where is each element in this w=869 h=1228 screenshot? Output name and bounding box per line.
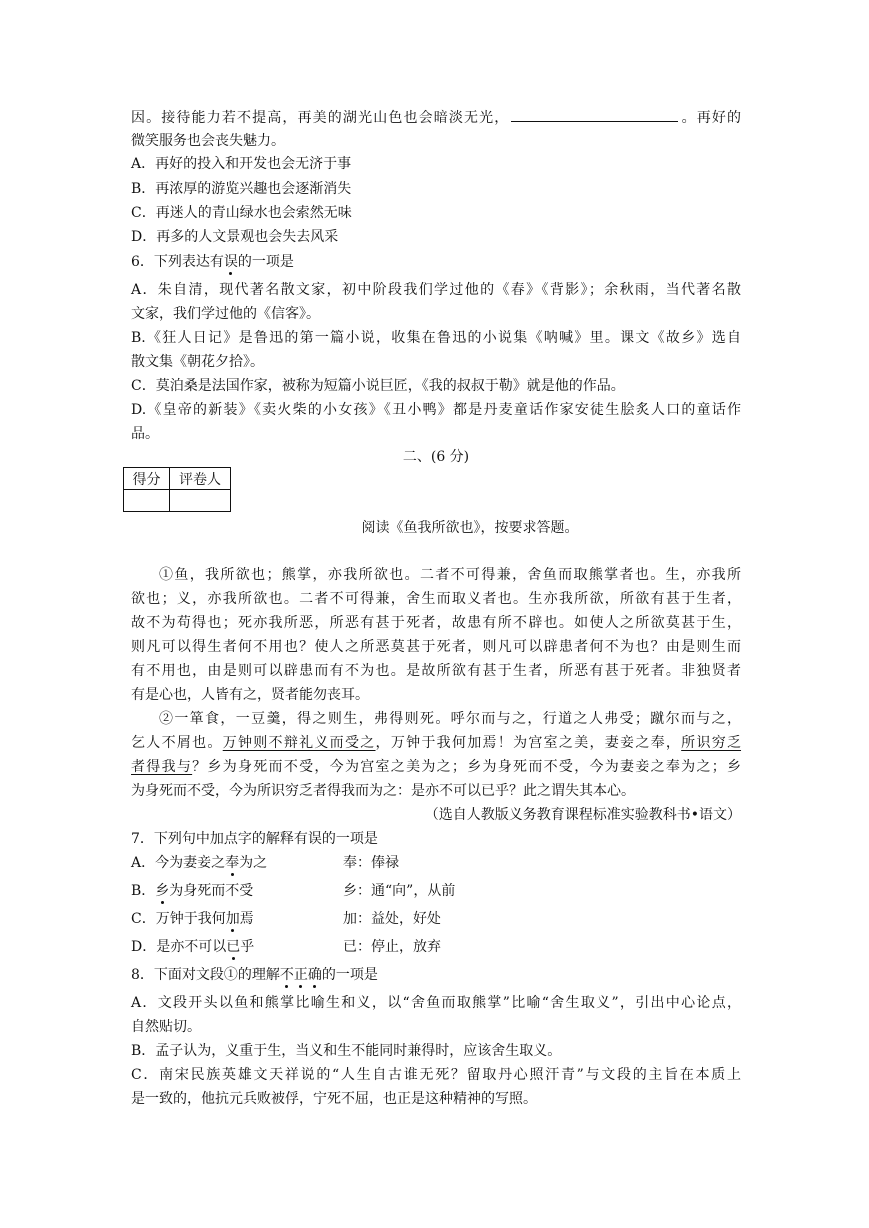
q6-option-c: C．莫泊桑是法国作家，被称为短篇小说巨匠，《我的叔叔于勒》就是他的作品。 — [131, 378, 625, 394]
passage-source: （选自人教版义务教育课程标准实验教科书•语文） — [424, 807, 741, 823]
q6-stem-post: 的一项是 — [237, 254, 294, 270]
grader-header: 评卷人 — [170, 468, 231, 490]
q8-option-a-line2: 自然贴切。 — [131, 1019, 201, 1035]
q5-option-d: D．再多的人文景观也会失去风采 — [131, 229, 339, 245]
q5-line2: 微笑服务也会丧失魅力。 — [131, 133, 285, 149]
q6-option-b-line1: B.《狂人日记》是鲁迅的第一篇小说，收集在鲁迅的小说集《呐喊》里。课文《故乡》选自 — [131, 330, 741, 346]
q6-option-a-line1: A．朱自清，现代著名散文家，初中阶段我们学过他的《春》《背影》；余秋雨，当代著名散 — [131, 282, 741, 298]
q7-stem: 7．下列句中加点字的解释有误的一项是 — [131, 831, 378, 847]
passage-p2-text: 乞人不屑也。 — [131, 735, 223, 751]
passage-p1-line1: ①鱼，我所欲也；熊掌，亦我所欲也。二者不可得兼，舍鱼而取熊掌者也。生，亦我所 — [159, 567, 741, 583]
q7-option-a — [131, 854, 267, 872]
passage-p1-line6: 有是心也，人皆有之，贤者能勿丧耳。 — [131, 687, 369, 703]
answer-blank[interactable] — [511, 108, 678, 122]
q7-b-emphasis: 乡 — [155, 883, 170, 899]
passage-p1-line2: 欲也；义，亦我所欲也。二者不可得兼，舍生而取义者也。生亦我所欲，所欲有甚于生者， — [131, 591, 741, 607]
q7-a-text: A．今为妻妾之 — [131, 855, 226, 871]
q7-b-label: B． — [131, 883, 156, 899]
q7-option-d-explanation: 已：停止，放弃 — [343, 939, 441, 955]
q7-option-b-explanation: 乡：通“向”，从前 — [343, 883, 456, 899]
q8-emphasis-char: 正 — [293, 967, 308, 983]
score-header: 得分 — [124, 468, 170, 490]
q6-stem-pre: 6．下列表达有 — [131, 254, 224, 270]
q6-option-d-line1: D.《皇帝的新装》《卖火柴的小女孩》《丑小鸭》都是丹麦童话作家安徒生脍炙人口的童话作 — [131, 402, 741, 418]
q7-a-emphasis: 奉 — [225, 855, 240, 871]
q5-line1-text: 因。接待能力若不提高，再美的湖光山色也会暗淡无光， — [131, 110, 510, 126]
q8-option-b: B．孟子认为，义重于生，当义和生不能同时兼得时，应该舍生取义。 — [131, 1043, 562, 1059]
q7-d-text: D．是亦不可以 — [131, 939, 227, 955]
q7-c-text-post: 焉 — [239, 911, 254, 927]
passage-p2-text: ，万钟于我何加焉！为宫室之美，妻妾之奉， — [375, 735, 682, 751]
grader-cell[interactable] — [170, 490, 231, 512]
q8-emphasis-char: 确 — [307, 967, 322, 983]
q7-d-text-post: 乎 — [240, 939, 255, 955]
q5-line1-tail: 。再好的 — [680, 110, 742, 126]
passage-p2-line1: ②一箪食，一豆羹，得之则生，弗得则死。呼尔而与之，行道之人弗受；蹴尔而与之， — [159, 711, 741, 727]
passage-p2-line4: 为身死而不受，今为所识穷乏者得我而为之：是亦不可以已乎？此之谓失其本心。 — [131, 783, 635, 799]
passage-p1-line4: 则凡可以得生者何不用也？使人之所恶莫甚于死者，则凡可以辟患者何不为也？由是则生而 — [131, 639, 741, 655]
q8-option-a-line1: A．文段开头以鱼和熊掌比喻生和义，以“舍鱼而取熊掌”比喻“舍生取义”，引出中心论点， — [131, 995, 741, 1011]
q7-option-a-explanation: 奉：俸禄 — [343, 855, 399, 871]
q8-option-c-line2: 是一致的，他抗元兵败被俘，宁死不屈，也正是这种精神的写照。 — [131, 1091, 537, 1107]
q6-option-d-line2: 品。 — [131, 426, 159, 442]
q8-emphasis-char: 不 — [279, 967, 294, 983]
passage-p2-text: ？乡为身死而不受，今为宫室之美为之；乡为身死而不受，今为妻妾之奉为之；乡 — [192, 759, 742, 775]
q7-option-b — [131, 882, 253, 900]
underlined-sentence-2b: 者得我与 — [131, 759, 193, 775]
score-cell[interactable] — [124, 490, 170, 512]
reading-instruction: 阅读《鱼我所欲也》，按要求答题。 — [361, 520, 579, 536]
q8-stem-post: 的一项是 — [321, 967, 378, 983]
underlined-sentence-1: 万钟则不辩礼义而受之 — [222, 735, 376, 751]
q6-option-b-line2: 散文集《朝花夕拾》。 — [131, 354, 264, 370]
q7-c-emphasis: 加 — [225, 911, 240, 927]
q7-a-text-post: 为之 — [239, 855, 268, 871]
passage-p1-line5: 有不用也，由是则可以辟患而有不为也。是故所欲有甚于生者，所恶有甚于死者。非独贤者 — [131, 663, 741, 679]
q6-stem — [131, 253, 741, 271]
passage-p2-line2 — [131, 734, 741, 752]
q7-b-text: 为身死而不受 — [169, 883, 254, 899]
q8-stem-pre: 8．下面对文段①的理解 — [131, 967, 280, 983]
q7-c-text: C．万钟于我何 — [131, 911, 226, 927]
section-title: 二、(6 分) — [402, 449, 470, 465]
q5-option-c: C．再迷人的青山绿水也会索然无味 — [131, 205, 352, 221]
q5-option-a: A．再好的投入和开发也会无济于事 — [131, 156, 352, 172]
q5-option-b: B．再浓厚的游览兴趣也会逐渐消失 — [131, 181, 352, 197]
score-table — [123, 467, 231, 512]
underlined-sentence-2a: 所识穷乏 — [681, 735, 742, 751]
passage-p1-line3: 故不为苟得也；死亦我所恶，所恶有甚于死者，故患有所不辟也。如使人之所欲莫甚于生， — [131, 615, 741, 631]
q7-option-c — [131, 910, 254, 928]
q7-d-emphasis: 已 — [226, 939, 241, 955]
q6-option-a-line2: 文家，我们学过他的《信客》。 — [131, 306, 320, 322]
passage-p2-line3 — [131, 758, 741, 776]
q7-option-d — [131, 938, 254, 956]
q5-line1 — [131, 108, 741, 127]
q8-option-c-line1: C．南宋民族英雄文天祥说的“人生自古谁无死？留取丹心照汗青”与文段的主旨在本质上 — [131, 1067, 741, 1083]
q7-option-c-explanation: 加：益处，好处 — [343, 911, 441, 927]
q6-emphasis-char: 误 — [223, 254, 238, 270]
q8-stem — [131, 966, 741, 984]
